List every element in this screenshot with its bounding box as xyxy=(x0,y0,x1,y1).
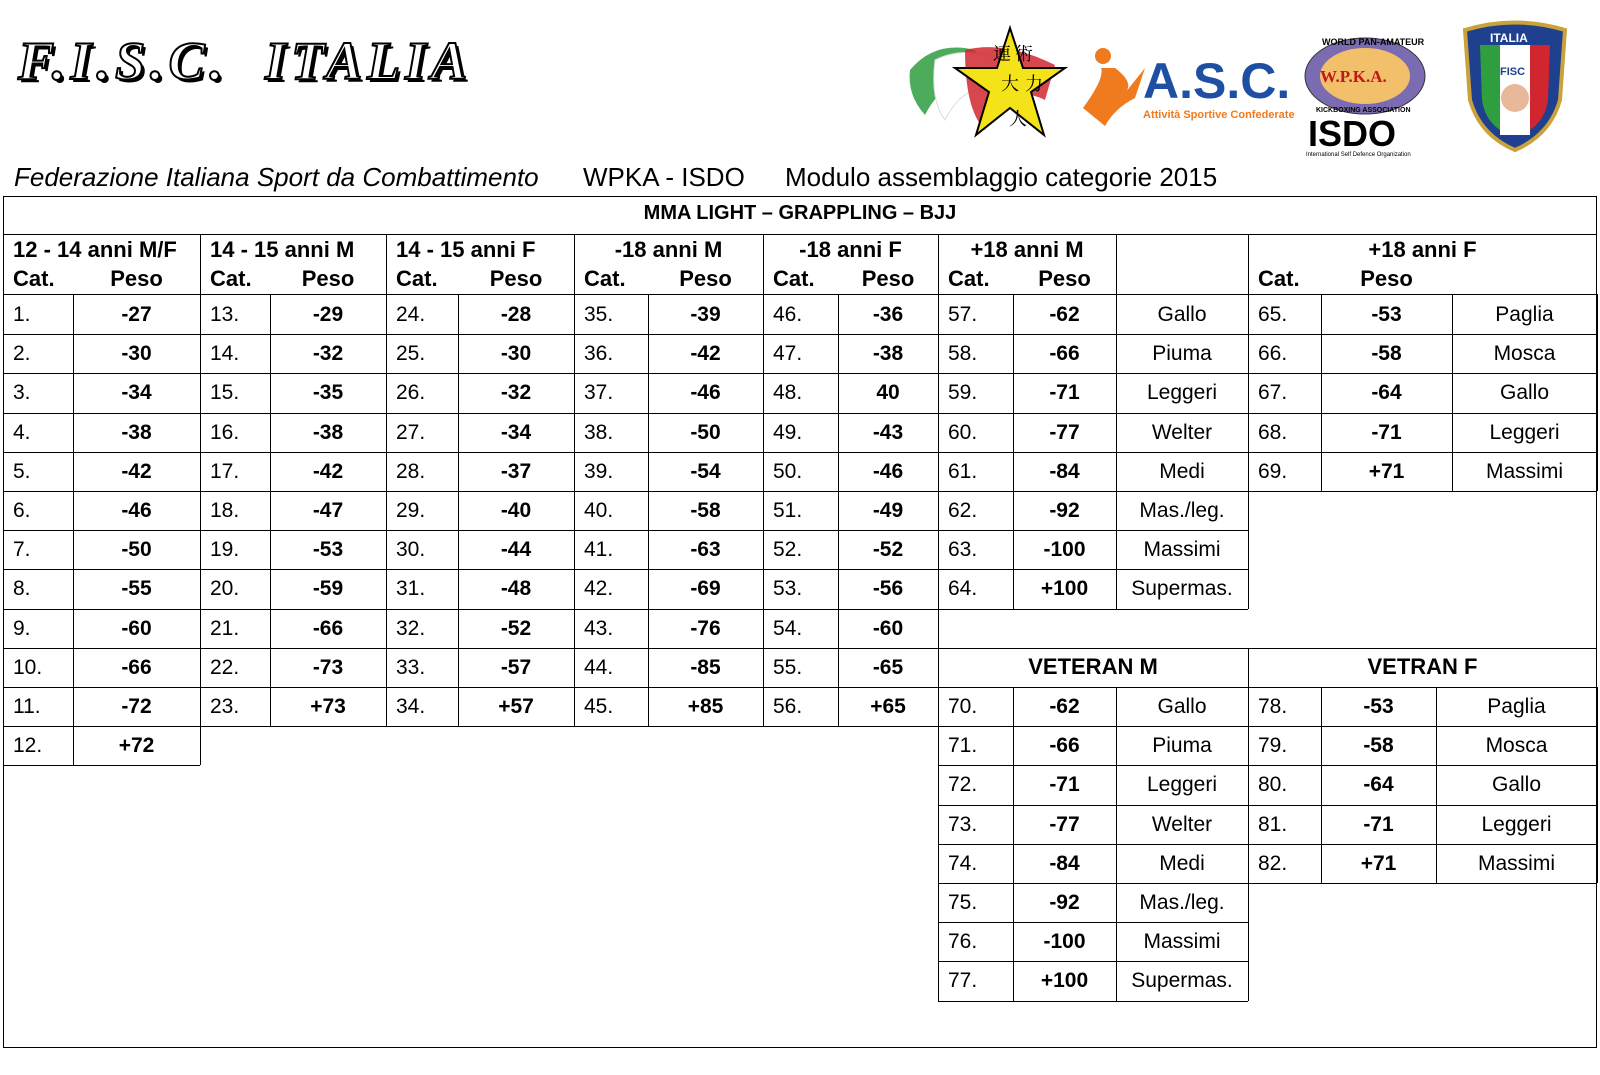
grid-line xyxy=(3,234,1597,235)
cat-number: 36. xyxy=(584,342,614,366)
weight-class-name: Leggeri xyxy=(1481,812,1552,836)
weight-value: +100 xyxy=(1040,969,1089,993)
cat-number: 67. xyxy=(1258,381,1288,405)
weight-class-name: Gallo xyxy=(1157,695,1207,718)
cat-number: 40. xyxy=(584,499,614,522)
grid-line xyxy=(1248,294,1249,491)
weight-value: -72 xyxy=(121,695,152,718)
cat-number: 47. xyxy=(773,342,803,366)
asc-name: A.S.C. xyxy=(1143,53,1291,109)
cat-number: 6. xyxy=(13,499,31,522)
grid-line xyxy=(1013,687,1014,1001)
weight-class-name: Gallo xyxy=(1491,773,1542,797)
peso-header: Peso xyxy=(301,266,355,291)
weight-value: -71 xyxy=(1049,773,1080,797)
grid-line xyxy=(1452,294,1453,491)
weight-value: -65 xyxy=(872,655,904,679)
weight-class-name: Piuma xyxy=(1152,342,1212,366)
cat-number: 4. xyxy=(13,420,31,444)
group-title: -18 anni M xyxy=(614,237,723,262)
weight-value: -42 xyxy=(690,342,721,366)
weight-value: -34 xyxy=(500,420,532,444)
weight-value: -58 xyxy=(1363,734,1394,758)
weight-class-name: Mosca xyxy=(1493,342,1556,366)
weight-value: -52 xyxy=(500,616,532,640)
weight-class-name: Paglia xyxy=(1487,695,1546,718)
grid-line xyxy=(938,1001,1248,1002)
grid-line xyxy=(574,726,763,727)
weight-value: -71 xyxy=(1371,420,1402,444)
grid-line xyxy=(1248,687,1249,883)
weight-value: +72 xyxy=(118,734,155,758)
weight-value: -85 xyxy=(690,655,721,679)
cat-number: 75. xyxy=(948,891,978,914)
weight-value: -48 xyxy=(500,577,532,601)
weight-value: -66 xyxy=(121,655,152,679)
grid-line xyxy=(1321,687,1322,883)
weight-value: -40 xyxy=(500,499,532,522)
weight-value: -30 xyxy=(500,342,532,366)
weight-value: -60 xyxy=(121,616,152,640)
cat-number: 24. xyxy=(396,303,426,326)
weight-value: -53 xyxy=(1363,695,1394,718)
grid-line xyxy=(1597,687,1598,883)
org-name: WPKA - ISDO xyxy=(583,162,745,192)
cat-number: 41. xyxy=(584,538,614,562)
cat-number: 7. xyxy=(13,538,31,562)
weight-value: -59 xyxy=(312,577,344,601)
weight-value: -32 xyxy=(312,342,344,366)
cat-number: 65. xyxy=(1258,303,1288,326)
weight-value: -92 xyxy=(1049,891,1080,914)
grid-line xyxy=(574,234,575,294)
weight-class-name: Gallo xyxy=(1499,381,1550,405)
grid-line xyxy=(386,234,387,294)
weight-value: -58 xyxy=(1371,342,1402,366)
grid-line xyxy=(1248,234,1249,294)
weight-class-name: Mosca xyxy=(1485,734,1548,758)
group-title: -18 anni F xyxy=(799,237,902,262)
cat-number: 13. xyxy=(210,303,240,326)
weight-value: -64 xyxy=(1371,381,1402,405)
group-title: 14 - 15 anni F xyxy=(396,237,536,262)
table-caption: MMA LIGHT – GRAPPLING – BJJ xyxy=(643,202,957,224)
weight-value: -73 xyxy=(312,655,344,679)
weight-class-name: Leggeri xyxy=(1489,420,1560,444)
grid-line xyxy=(3,294,4,765)
cat-number: 12. xyxy=(13,734,43,758)
weight-value: -54 xyxy=(690,459,721,483)
cat-number: 77. xyxy=(948,969,978,993)
cat-number: 16. xyxy=(210,420,240,444)
grid-line xyxy=(1597,294,1598,491)
cat-number: 73. xyxy=(948,812,978,836)
cat-number: 55. xyxy=(773,655,803,679)
cat-number: 20. xyxy=(210,577,240,601)
weight-value: -49 xyxy=(872,499,904,522)
cat-number: 1. xyxy=(13,303,31,326)
cat-number: 2. xyxy=(13,342,31,366)
svg-text:術: 術 xyxy=(1015,44,1033,65)
weight-value: -32 xyxy=(500,381,532,405)
grid-line xyxy=(574,294,575,726)
weight-class-name: Medi xyxy=(1159,459,1205,483)
grid-line xyxy=(73,294,74,765)
weight-class-name: Paglia xyxy=(1495,303,1554,326)
cat-number: 74. xyxy=(948,851,978,875)
svg-text:連: 連 xyxy=(993,44,1011,65)
cat-number: 82. xyxy=(1258,851,1288,875)
cat-number: 63. xyxy=(948,538,978,562)
brand-title: F.I.S.C. ITALIA xyxy=(18,31,473,91)
group-title: 12 - 14 anni M/F xyxy=(13,237,177,262)
cat-number: 66. xyxy=(1258,342,1288,366)
cat-number: 69. xyxy=(1258,459,1288,483)
cat-number: 18. xyxy=(210,499,240,522)
grid-line xyxy=(938,687,939,1001)
peso-header: Peso xyxy=(1360,266,1413,291)
grid-line xyxy=(1321,294,1322,491)
cat-number: 49. xyxy=(773,420,803,444)
svg-text:大: 大 xyxy=(1001,74,1019,95)
kanji-star-logo xyxy=(905,20,1075,145)
cat-header: Cat. xyxy=(396,266,438,291)
weight-class-name: Piuma xyxy=(1152,734,1212,758)
grid-line xyxy=(938,234,939,294)
weight-value: -92 xyxy=(1049,499,1080,522)
grid-line xyxy=(838,294,839,726)
weight-value: -34 xyxy=(121,381,152,405)
cat-number: 79. xyxy=(1258,734,1288,758)
crest-mid: FISC xyxy=(1500,66,1526,78)
weight-class-name: Supermas. xyxy=(1131,969,1233,993)
cat-header: Cat. xyxy=(210,266,252,291)
cat-number: 50. xyxy=(773,459,803,483)
fisc-crest-logo xyxy=(1460,20,1570,155)
cat-number: 76. xyxy=(948,930,978,954)
weight-value: -62 xyxy=(1049,303,1080,326)
cat-number: 34. xyxy=(396,695,426,718)
weight-value: -50 xyxy=(690,420,721,444)
weight-value: -43 xyxy=(872,420,904,444)
weight-class-name: Massimi xyxy=(1143,538,1221,562)
cat-number: 9. xyxy=(13,616,31,640)
peso-header: Peso xyxy=(861,266,915,291)
weight-class-name: Supermas. xyxy=(1131,577,1233,601)
weight-value: -46 xyxy=(690,381,721,405)
wpka-name: W.P.K.A. xyxy=(1320,67,1387,86)
weight-value: -66 xyxy=(1049,734,1080,758)
weight-value: -71 xyxy=(1049,381,1080,405)
cat-number: 46. xyxy=(773,303,803,326)
veteran-f-title: VETRAN F xyxy=(1367,653,1478,679)
weight-class-name: Leggeri xyxy=(1146,381,1218,405)
grid-line xyxy=(200,294,201,726)
weight-value: -56 xyxy=(872,577,904,601)
cat-number: 48. xyxy=(773,381,803,405)
weight-class-name: Medi xyxy=(1159,851,1205,875)
weight-value: -37 xyxy=(500,459,532,483)
svg-text:人: 人 xyxy=(1009,109,1027,130)
cat-number: 25. xyxy=(396,342,426,366)
weight-value: -36 xyxy=(872,303,904,326)
cat-number: 57. xyxy=(948,303,978,326)
weight-value: -52 xyxy=(872,538,904,562)
weight-value: -84 xyxy=(1049,459,1080,483)
cat-number: 59. xyxy=(948,381,978,405)
cat-number: 58. xyxy=(948,342,978,366)
weight-value: -55 xyxy=(121,577,152,601)
weight-value: -29 xyxy=(312,303,344,326)
cat-number: 56. xyxy=(773,695,803,718)
svg-text:力: 力 xyxy=(1025,74,1043,95)
cat-number: 53. xyxy=(773,577,803,601)
grid-line xyxy=(763,294,764,726)
weight-class-name: Mas./leg. xyxy=(1139,891,1225,914)
cat-number: 11. xyxy=(13,695,41,718)
weight-value: -62 xyxy=(1049,695,1080,718)
cat-number: 32. xyxy=(396,616,426,640)
cat-number: 8. xyxy=(13,577,31,601)
weight-value: -69 xyxy=(690,577,721,601)
weight-value: -71 xyxy=(1363,812,1394,836)
grid-line xyxy=(386,726,574,727)
peso-header: Peso xyxy=(110,266,163,291)
grid-line xyxy=(270,294,271,726)
cat-number: 45. xyxy=(584,695,614,718)
federation-name: Federazione Italiana Sport da Combattimento xyxy=(14,162,539,192)
peso-header: Peso xyxy=(679,266,732,291)
weight-class-name: Massimi xyxy=(1478,851,1555,875)
weight-value: -28 xyxy=(500,303,532,326)
weight-value: -38 xyxy=(872,342,904,366)
weight-value: -39 xyxy=(690,303,721,326)
asc-tagline: Attività Sportive Confederate xyxy=(1143,109,1295,121)
weight-class-name: Massimi xyxy=(1143,930,1221,954)
weight-value: +85 xyxy=(687,695,724,718)
grid-line xyxy=(1013,294,1014,609)
cat-number: 39. xyxy=(584,459,614,483)
weight-value: -63 xyxy=(690,538,721,562)
cat-number: 54. xyxy=(773,616,803,640)
group-title: 14 - 15 anni M xyxy=(210,237,355,262)
isdo-name: ISDO xyxy=(1308,113,1397,154)
cat-number: 35. xyxy=(584,303,614,326)
grid-line xyxy=(458,294,459,726)
grid-line xyxy=(648,294,649,726)
cat-number: 29. xyxy=(396,499,426,522)
peso-header: Peso xyxy=(489,266,543,291)
cat-number: 61. xyxy=(948,459,978,483)
weight-value: +57 xyxy=(498,695,534,718)
weight-value: -38 xyxy=(312,420,344,444)
cat-number: 22. xyxy=(210,655,240,679)
cat-number: 68. xyxy=(1258,420,1288,444)
cat-number: 72. xyxy=(948,773,978,797)
weight-value: +65 xyxy=(870,695,906,718)
weight-value: -38 xyxy=(121,420,152,444)
weight-value: -64 xyxy=(1363,773,1394,797)
cat-number: 10. xyxy=(13,655,43,679)
weight-value: -58 xyxy=(690,499,721,522)
wpka-top: WORLD PAN-AMATEUR xyxy=(1322,37,1425,47)
weight-value: +71 xyxy=(1360,851,1397,875)
grid-line xyxy=(200,726,386,727)
weight-value: +100 xyxy=(1040,577,1089,601)
cat-number: 26. xyxy=(396,381,426,405)
weight-value: -35 xyxy=(312,381,344,405)
cat-number: 27. xyxy=(396,420,426,444)
weight-class-name: Leggeri xyxy=(1146,773,1218,797)
weight-value: -66 xyxy=(1049,342,1080,366)
weight-value: -84 xyxy=(1049,851,1080,875)
cat-number: 28. xyxy=(396,459,426,483)
group-title: +18 anni F xyxy=(1368,237,1477,262)
group-title: +18 anni M xyxy=(970,237,1084,262)
weight-value: -100 xyxy=(1043,538,1086,562)
cat-number: 23. xyxy=(210,695,240,718)
cat-number: 42. xyxy=(584,577,614,601)
asc-logo xyxy=(1075,38,1295,128)
grid-line xyxy=(1248,648,1249,687)
cat-number: 19. xyxy=(210,538,240,562)
cat-number: 80. xyxy=(1258,773,1288,797)
weight-value: -60 xyxy=(872,616,904,640)
weight-value: -53 xyxy=(1371,303,1402,326)
weight-value: -77 xyxy=(1049,420,1080,444)
grid-line xyxy=(1116,294,1117,609)
veteran-m-title: VETERAN M xyxy=(1028,653,1158,679)
cat-number: 3. xyxy=(13,381,31,405)
weight-value: -77 xyxy=(1049,812,1080,836)
cat-header: Cat. xyxy=(584,266,626,291)
grid-line xyxy=(386,294,387,726)
cat-number: 31. xyxy=(396,577,426,601)
wpka-isdo-logo xyxy=(1300,28,1430,158)
weight-value: -100 xyxy=(1043,930,1086,954)
weight-value: -46 xyxy=(121,499,152,522)
cat-header: Cat. xyxy=(773,266,815,291)
weight-value: -76 xyxy=(690,616,721,640)
grid-line xyxy=(763,726,938,727)
weight-value: -27 xyxy=(121,303,152,326)
weight-value: -53 xyxy=(312,538,344,562)
cat-number: 52. xyxy=(773,538,803,562)
cat-number: 21. xyxy=(210,616,240,640)
weight-value: -46 xyxy=(872,459,904,483)
grid-line xyxy=(1248,883,1597,884)
weight-class-name: Massimi xyxy=(1486,459,1563,483)
grid-line xyxy=(938,294,939,609)
peso-header: Peso xyxy=(1038,266,1091,291)
cat-number: 44. xyxy=(584,655,614,679)
grid-line xyxy=(200,234,201,294)
weight-class-name: Welter xyxy=(1151,812,1213,836)
crest-top: ITALIA xyxy=(1490,31,1528,45)
cat-header: Cat. xyxy=(13,266,55,291)
weight-value: +71 xyxy=(1368,459,1405,483)
grid-line xyxy=(1436,687,1437,883)
cat-number: 15. xyxy=(210,381,240,405)
cat-number: 30. xyxy=(396,538,426,562)
cat-number: 71. xyxy=(948,734,978,758)
cat-number: 33. xyxy=(396,655,426,679)
cat-number: 81. xyxy=(1258,812,1288,836)
cat-number: 5. xyxy=(13,459,31,483)
weight-value: -47 xyxy=(312,499,344,522)
cat-number: 17. xyxy=(210,459,240,483)
cat-number: 38. xyxy=(584,420,614,444)
cat-number: 51. xyxy=(773,499,803,522)
weight-class-name: Mas./leg. xyxy=(1139,499,1225,522)
isdo-tagline: International Self Defence Organization xyxy=(1306,152,1411,158)
weight-value: -50 xyxy=(121,538,152,562)
cat-number: 43. xyxy=(584,616,614,640)
grid-line xyxy=(938,609,1248,610)
cat-number: 70. xyxy=(948,695,978,718)
weight-value: 40 xyxy=(876,381,900,405)
cat-number: 37. xyxy=(584,381,614,405)
cat-number: 14. xyxy=(210,342,240,366)
cat-number: 64. xyxy=(948,577,978,601)
weight-class-name: Gallo xyxy=(1157,303,1207,326)
grid-line xyxy=(1116,687,1117,1001)
weight-value: +73 xyxy=(310,695,346,718)
weight-value: -30 xyxy=(121,342,152,366)
grid-line xyxy=(1248,491,1597,492)
grid-line xyxy=(3,765,200,766)
cat-header: Cat. xyxy=(948,266,990,291)
grid-line xyxy=(1116,234,1117,294)
cat-header: Cat. xyxy=(1258,266,1300,291)
weight-value: -42 xyxy=(312,459,344,483)
cat-number: 78. xyxy=(1258,695,1288,718)
module-title: Modulo assemblaggio categorie 2015 xyxy=(785,162,1218,192)
weight-value: -42 xyxy=(121,459,152,483)
weight-value: -44 xyxy=(500,538,532,562)
cat-number: 62. xyxy=(948,499,978,522)
wpka-bottom: KICKBOXING ASSOCIATION xyxy=(1316,107,1411,114)
weight-value: -57 xyxy=(500,655,532,679)
weight-class-name: Welter xyxy=(1151,420,1213,444)
grid-line xyxy=(763,234,764,294)
weight-value: -66 xyxy=(312,616,344,640)
cat-number: 60. xyxy=(948,420,978,444)
